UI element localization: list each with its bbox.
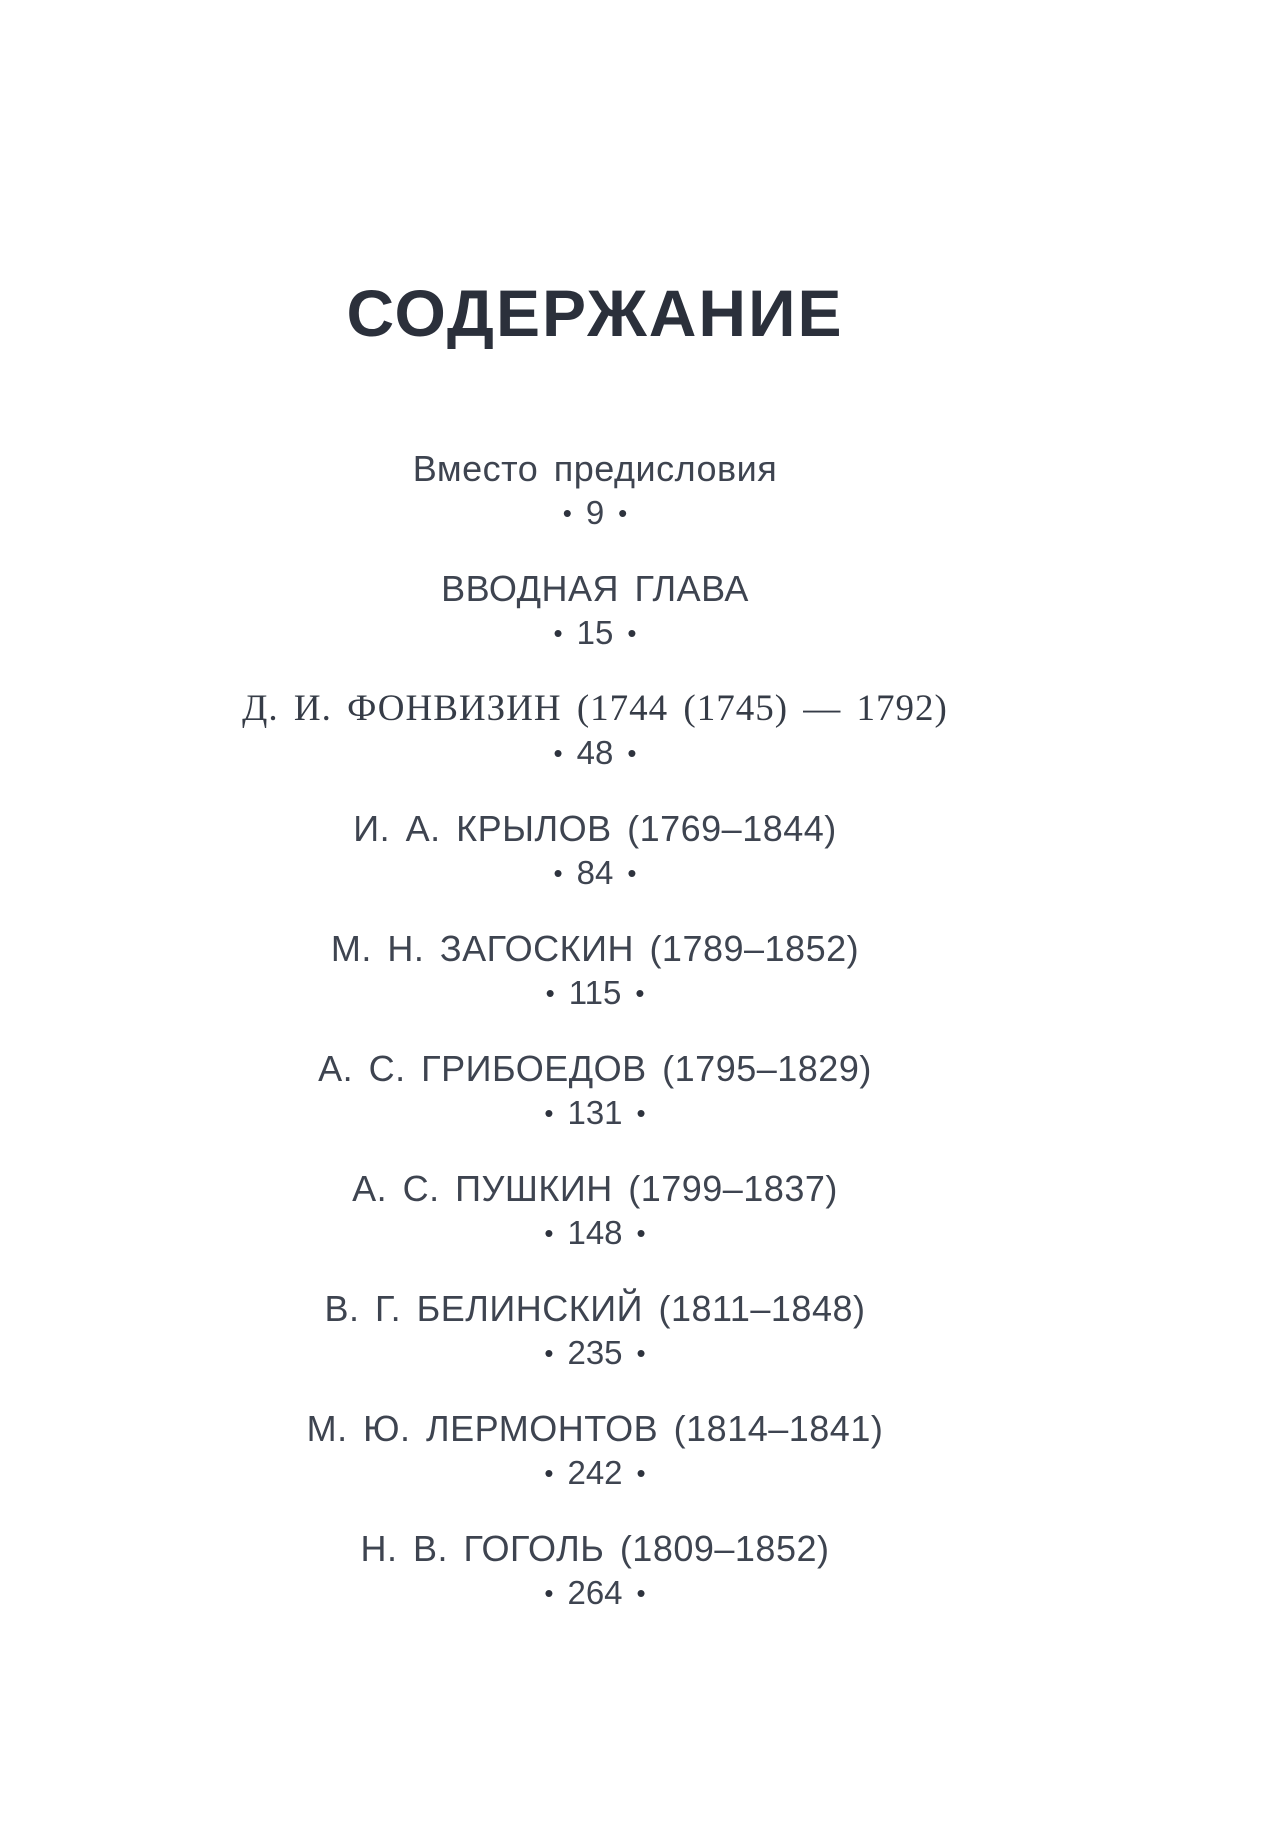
entry-label: ВВОДНАЯ ГЛАВА [441, 568, 749, 609]
bullet-separator: • [618, 498, 628, 528]
toc-list [0, 446, 1190, 1614]
entry-page-number: 235 [567, 1334, 623, 1371]
entry-page-line [0, 612, 1190, 654]
entry-label: Н. В. ГОГОЛЬ (1809–1852) [360, 1528, 830, 1569]
entry-page-number: 15 [576, 614, 614, 651]
entry-label: В. Г. БЕЛИНСКИЙ (1811–1848) [324, 1288, 866, 1329]
entry-label: Вместо предисловия [412, 448, 778, 489]
toc-entry [0, 1526, 1190, 1614]
bullet-separator: • [636, 1098, 646, 1128]
toc-entry [0, 1406, 1190, 1494]
entry-page-number: 115 [568, 974, 622, 1011]
bullet-separator: • [627, 858, 637, 888]
toc-entry [0, 446, 1190, 534]
entry-page-line [0, 1212, 1190, 1254]
entry-page-number: 148 [567, 1214, 623, 1251]
toc-entry [0, 1166, 1190, 1254]
entry-page-line [0, 492, 1190, 534]
toc-entry [0, 1286, 1190, 1374]
entry-page-number: 242 [567, 1454, 623, 1491]
bullet-separator: • [544, 1458, 554, 1488]
toc-entry [0, 926, 1190, 1014]
bullet-separator: • [635, 978, 645, 1008]
entry-label: А. С. ПУШКИН (1799–1837) [352, 1168, 838, 1209]
entry-page-line [0, 972, 1190, 1014]
bullet-separator: • [627, 618, 637, 648]
entry-label: А. С. ГРИБОЕДОВ (1795–1829) [318, 1048, 872, 1089]
entry-label: Д. И. ФОНВИЗИН (1744 (1745) — 1792) [242, 688, 948, 729]
entry-label: И. А. КРЫЛОВ (1769–1844) [353, 808, 837, 849]
entry-page-line [0, 1332, 1190, 1374]
entry-page-number: 84 [576, 854, 614, 891]
bullet-separator: • [636, 1218, 646, 1248]
bullet-separator: • [544, 1338, 554, 1368]
toc-entry [0, 1046, 1190, 1134]
bullet-separator: • [553, 618, 563, 648]
entry-page-number: 48 [576, 734, 614, 771]
entry-page-number: 264 [567, 1574, 623, 1611]
entry-page-line [0, 1092, 1190, 1134]
bullet-separator: • [636, 1578, 646, 1608]
entry-page-line [0, 1572, 1190, 1614]
entry-label: М. Н. ЗАГОСКИН (1789–1852) [330, 928, 860, 969]
entry-label: М. Ю. ЛЕРМОНТОВ (1814–1841) [306, 1408, 884, 1449]
bullet-separator: • [562, 498, 572, 528]
bullet-separator: • [627, 738, 637, 768]
bullet-separator: • [553, 738, 563, 768]
bullet-separator: • [553, 858, 563, 888]
entry-page-number: 9 [585, 494, 605, 531]
entry-page-line [0, 732, 1190, 774]
bullet-separator: • [636, 1338, 646, 1368]
bullet-separator: • [544, 1578, 554, 1608]
bullet-separator: • [636, 1458, 646, 1488]
toc-entry [0, 806, 1190, 894]
toc-entry [0, 566, 1190, 654]
bullet-separator: • [545, 978, 555, 1008]
bullet-separator: • [544, 1098, 554, 1128]
bullet-separator: • [544, 1218, 554, 1248]
entry-page-number: 131 [567, 1094, 623, 1131]
page-title: СОДЕРЖАНИЕ [346, 276, 844, 350]
entry-page-line [0, 852, 1190, 894]
toc-entry [0, 686, 1190, 774]
entry-page-line [0, 1452, 1190, 1494]
